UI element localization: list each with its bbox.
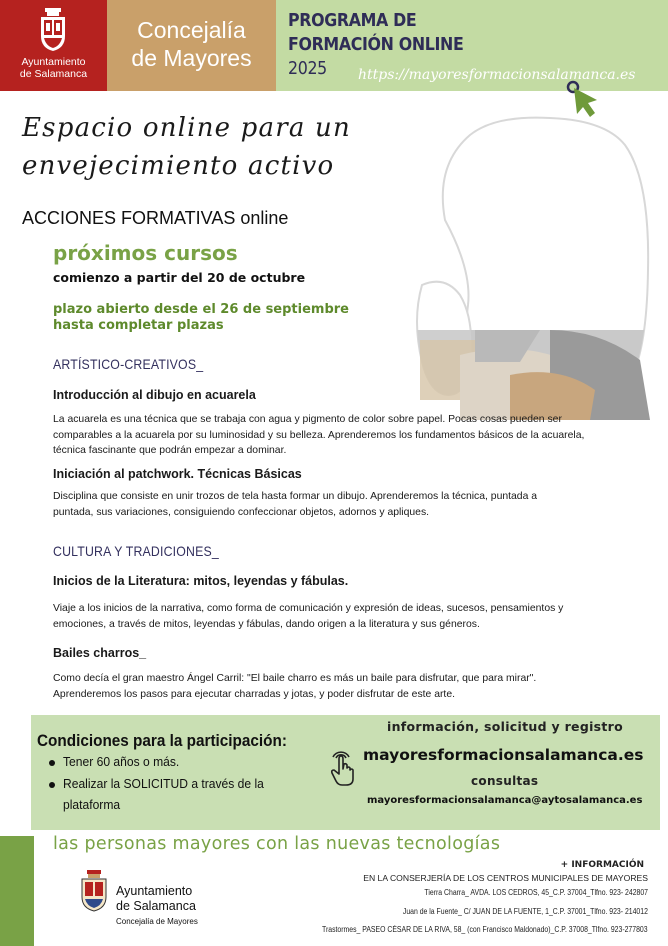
footer-concejalia-label: Concejalía de Mayores	[116, 917, 198, 926]
concejalia-block	[107, 0, 276, 91]
footer-coat-of-arms-icon	[80, 870, 108, 912]
acciones-formativas-heading: ACCIONES FORMATIVAS online	[22, 208, 289, 228]
concejalia-label: Concejalía	[137, 17, 246, 43]
header-banner	[0, 0, 668, 91]
salamanca-label: de Salamanca	[19, 68, 88, 80]
hands-photo-frame	[400, 100, 668, 420]
course-desc-patchwork	[53, 489, 613, 520]
programa-block	[276, 0, 668, 91]
center-address-juan-de-la-fuente: Juan de la Fuente_ C/ JUAN DE LA FUENTE, 1_C.P. 37001_Tlfno. 923- 214012	[402, 907, 648, 916]
mayores-label: de Mayores	[131, 45, 252, 71]
hero-title-line2: envejecimiento activo	[22, 151, 335, 181]
consejeria-text: EN LA CONSERJERÍA DE LOS CENTROS MUNICIPALES DE MAYORES	[363, 873, 648, 883]
programa-line2: FORMACIÓN ONLINE	[288, 34, 464, 55]
desc-line: emociones, a través de mitos, leyendas y fábulas, dando origen a la literatura y sus géneros.	[53, 618, 480, 630]
course-title-acuarela: Introducción al dibujo en acuarela	[53, 388, 256, 402]
desc-line: La acuarela es una técnica que se trabaja con agua y pigmento de color sobre papel. Pocas cosas pueden ser	[53, 414, 562, 425]
start-date-text: comienzo a partir del 20 de octubre	[53, 270, 306, 285]
desc-line: Como decía el gran maestro Ángel Carril: "El baile charro es más un baile para disfrutar, que para mirar".	[53, 673, 537, 684]
proximos-cursos-heading: próximos cursos	[53, 241, 238, 265]
footer-ayuntamiento-label: Ayuntamiento	[116, 884, 193, 898]
info-heading: información, solicitud y registro	[387, 719, 624, 734]
ayuntamiento-block	[0, 0, 107, 91]
programa-year: 2025	[288, 58, 327, 79]
footer-salamanca-label: de Salamanca	[116, 899, 196, 913]
contact-email-link[interactable]: mayoresformacionsalamanca@aytosalamanca.es	[367, 795, 643, 806]
category-heading-artistico: ARTÍSTICO-CREATIVOS_	[53, 356, 204, 372]
coat-of-arms-icon	[38, 8, 68, 52]
course-title-literatura: Inicios de la Literatura: mitos, leyendas y fábulas.	[53, 574, 349, 588]
info-website-link[interactable]: mayoresformacionsalamanca.es	[363, 746, 644, 764]
footer-green-bar	[0, 836, 34, 946]
condition-plataforma: plataforma	[63, 797, 121, 812]
desc-line: Disciplina que consiste en unir trozos de tela hasta formar un dibujo. Aprenderemos la técnica, puntada a	[53, 491, 538, 502]
registration-period-line1: plazo abierto desde el 26 de septiembre	[53, 302, 349, 317]
course-desc-literatura	[53, 601, 613, 632]
bullet-icon	[49, 782, 55, 788]
course-title-bailes: Bailes charros_	[53, 646, 147, 660]
footer-tagline: las personas mayores con las nuevas tecnologías	[53, 834, 501, 854]
desc-line: técnica fascinante que podrán empezar a dominar.	[53, 445, 287, 456]
condition-solicitud: Realizar la SOLICITUD a través de la	[63, 776, 264, 791]
course-desc-bailes	[53, 671, 613, 702]
center-address-trastormes: Trastormes_ PASEO CÉSAR DE LA RIVA, 58_ (con Francisco Maldonado)_C.P. 37008_Tlfno. 923-277803	[322, 925, 648, 934]
condition-age: Tener 60 años o más.	[63, 754, 180, 769]
conditions-title: Condiciones para la participación:	[37, 731, 287, 750]
consultas-heading: consultas	[471, 774, 539, 788]
desc-line: comparables a la acuarela por su luminosidad y su belleza. Aprenderemos los fundamentos básicos de la acuarela,	[53, 429, 585, 441]
center-address-tierra-charra: Tierra Charra_ AVDA. LOS CEDROS, 45_C.P. 37004_Tlfno. 923- 242807	[424, 888, 648, 897]
touch-hand-icon	[327, 747, 359, 787]
registration-period-line2: hasta completar plazas	[53, 318, 224, 333]
ayuntamiento-label: Ayuntamiento	[21, 56, 86, 68]
more-info-heading: + INFORMACIÓN	[560, 860, 644, 870]
conditions-info-box	[31, 715, 660, 830]
desc-line: Viaje a los inicios de la narrativa, como forma de comunicación y expresión de ideas, sucesos, pensamientos y	[53, 603, 564, 614]
bullet-icon	[49, 760, 55, 766]
course-title-patchwork: Iniciación al patchwork. Técnicas Básicas	[53, 467, 302, 481]
course-desc-acuarela	[53, 412, 613, 459]
desc-line: puntada, sus variaciones, consiguiendo confeccionar objetos, adornos y apliques.	[53, 506, 430, 518]
hero-title-line1: Espacio online para un	[22, 113, 351, 143]
website-link[interactable]: https://mayoresformacionsalamanca.es	[358, 67, 636, 83]
programa-line1: PROGRAMA DE	[288, 10, 417, 31]
desc-line: Aprenderemos los pasos para ejecutar charradas y jotas, y poder disfrutar de este arte.	[53, 688, 455, 700]
category-heading-cultura: CULTURA Y TRADICIONES_	[53, 543, 219, 559]
